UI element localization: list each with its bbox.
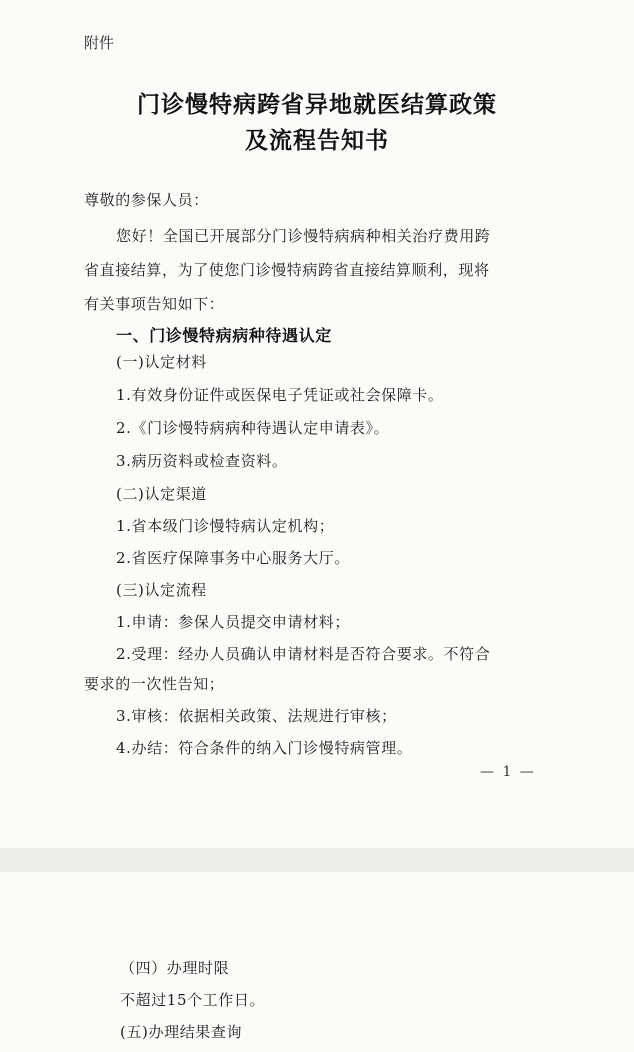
subsection-1-heading: (一)认定材料	[116, 353, 207, 371]
document-page-2	[0, 872, 634, 1052]
subsection-3-heading: (三)认定流程	[116, 581, 207, 599]
subsection-3-item-4: 4.办结：符合条件的纳入门诊慢特病管理。	[116, 739, 413, 757]
subsection-3-item-2-line-1: 2.受理：经办人员确认申请材料是否符合要求。不符合	[116, 645, 491, 663]
subsection-2-heading: (二)认定渠道	[116, 485, 207, 503]
section-1-heading: 一、门诊慢特病病种待遇认定	[116, 326, 332, 345]
intro-line-1: 您好！全国已开展部分门诊慢特病病种相关治疗费用跨	[116, 227, 491, 245]
page-number: — 1 —	[480, 764, 536, 780]
salutation: 尊敬的参保人员：	[84, 191, 209, 209]
attachment-label: 附件	[84, 34, 115, 52]
subsection-3-item-3: 3.审核：依据相关政策、法规进行审核；	[116, 707, 397, 725]
subsection-1-item-3: 3.病历资料或检查资料。	[116, 452, 288, 470]
page-separator	[0, 848, 634, 872]
document-title-line-2: 及流程告知书	[245, 127, 389, 154]
subsection-1-item-2: 2.《门诊慢特病病种待遇认定申请表》。	[116, 419, 390, 437]
subsection-1-item-1: 1.有效身份证件或医保电子凭证或社会保障卡。	[116, 386, 444, 404]
subsection-4-heading: （四）办理时限	[120, 959, 230, 977]
subsection-2-item-1: 1.省本级门诊慢特病认定机构；	[116, 517, 335, 535]
subsection-3-item-1: 1.申请：参保人员提交申请材料；	[116, 613, 350, 631]
intro-line-2: 省直接结算，为了使您门诊慢特病跨省直接结算顺利，现将	[84, 261, 490, 279]
document-title-line-1: 门诊慢特病跨省异地就医结算政策	[137, 91, 497, 118]
subsection-4-text: 不超过15个工作日。	[120, 991, 266, 1009]
subsection-5-heading: (五)办理结果查询	[120, 1023, 243, 1041]
subsection-2-item-2: 2.省医疗保障事务中心服务大厅。	[116, 549, 350, 567]
intro-line-3: 有关事项告知如下：	[84, 295, 225, 313]
subsection-3-item-2-line-2: 要求的一次性告知；	[84, 675, 225, 693]
